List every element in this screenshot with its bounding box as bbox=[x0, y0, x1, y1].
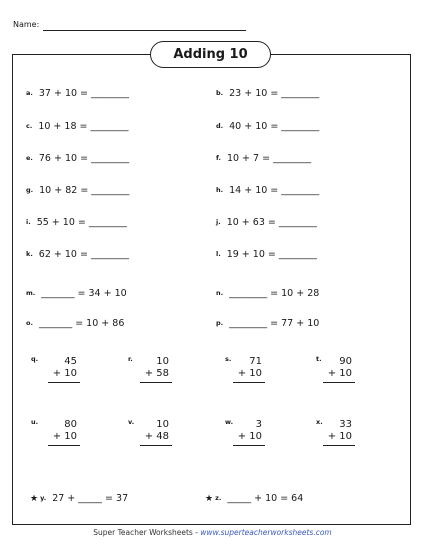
problem-label: y. bbox=[40, 494, 47, 502]
problem-label: g. bbox=[26, 186, 34, 194]
answer-line bbox=[48, 382, 80, 383]
problem-k[interactable] bbox=[26, 248, 129, 261]
problem-v[interactable] bbox=[128, 419, 169, 449]
worksheet-title: Adding 10 bbox=[150, 41, 271, 68]
addend-bottom: + 10 bbox=[237, 431, 262, 442]
problem-o[interactable] bbox=[26, 317, 124, 330]
addend-top: 10 bbox=[156, 419, 169, 430]
answer-line bbox=[323, 445, 355, 446]
problem-e[interactable] bbox=[26, 152, 129, 165]
problem-text: ________ = 77 + 10 bbox=[229, 318, 320, 329]
problem-text: 19 + 10 = ________ bbox=[226, 249, 317, 260]
problem-label: u. bbox=[31, 418, 39, 426]
problem-b[interactable] bbox=[216, 87, 319, 100]
addend-top: 71 bbox=[249, 356, 262, 367]
name-label: Name: bbox=[13, 20, 40, 29]
problem-h[interactable] bbox=[216, 184, 319, 197]
problem-label: t. bbox=[316, 355, 322, 363]
addend-bottom: + 10 bbox=[52, 368, 77, 379]
problem-label: d. bbox=[216, 122, 224, 130]
problem-a[interactable] bbox=[26, 87, 129, 100]
problem-label: w. bbox=[225, 418, 234, 426]
problem-label: c. bbox=[26, 122, 33, 130]
problem-text: _______ = 10 + 86 bbox=[38, 318, 125, 329]
problem-p[interactable] bbox=[216, 317, 319, 330]
problem-text: _____ + 10 = 64 bbox=[227, 493, 304, 504]
problem-z[interactable] bbox=[205, 492, 303, 505]
problem-text: 10 + 63 = ________ bbox=[226, 217, 317, 228]
problem-label: l. bbox=[216, 250, 221, 258]
footer bbox=[0, 528, 425, 537]
problem-m[interactable] bbox=[26, 287, 127, 300]
problem-text: 62 + 10 = ________ bbox=[38, 249, 129, 260]
answer-line bbox=[48, 445, 80, 446]
problem-y[interactable] bbox=[30, 492, 128, 505]
problem-i[interactable] bbox=[26, 216, 127, 229]
problem-r[interactable] bbox=[128, 356, 169, 386]
addend-top: 33 bbox=[339, 419, 352, 430]
problem-label: x. bbox=[316, 418, 323, 426]
problem-t[interactable] bbox=[316, 356, 352, 386]
problem-label: p. bbox=[216, 319, 224, 327]
addend-bottom: + 48 bbox=[144, 431, 169, 442]
problem-label: b. bbox=[216, 89, 224, 97]
problem-label: r. bbox=[128, 355, 133, 363]
problem-w[interactable] bbox=[225, 419, 262, 449]
problem-text: _______ = 34 + 10 bbox=[41, 288, 127, 299]
problem-text: 40 + 10 = ________ bbox=[229, 121, 320, 132]
star-icon: ★ bbox=[30, 494, 39, 504]
problem-text: 76 + 10 = ________ bbox=[38, 153, 130, 164]
addend-top: 80 bbox=[64, 419, 77, 430]
problem-label: a. bbox=[26, 89, 33, 97]
addend-top: 3 bbox=[255, 419, 262, 430]
footer-brand: Super Teacher Worksheets - bbox=[93, 528, 201, 537]
problem-label: s. bbox=[225, 355, 232, 363]
problem-l[interactable] bbox=[216, 248, 317, 261]
problem-label: k. bbox=[26, 250, 33, 258]
problem-label: n. bbox=[216, 289, 224, 297]
problem-label: v. bbox=[128, 418, 135, 426]
problem-text: 14 + 10 = ________ bbox=[229, 185, 320, 196]
problem-q[interactable] bbox=[31, 356, 77, 386]
problem-g[interactable] bbox=[26, 184, 129, 197]
problem-label: m. bbox=[26, 289, 36, 297]
problem-label: z. bbox=[215, 494, 222, 502]
answer-line bbox=[140, 445, 172, 446]
problem-text: 10 + 82 = ________ bbox=[39, 185, 130, 196]
addend-bottom: + 10 bbox=[327, 368, 352, 379]
problem-label: q. bbox=[31, 355, 39, 363]
problem-text: 27 + _____ = 37 bbox=[52, 493, 129, 504]
addend-top: 10 bbox=[156, 356, 169, 367]
answer-line bbox=[323, 382, 355, 383]
problem-j[interactable] bbox=[216, 216, 317, 229]
answer-line bbox=[140, 382, 172, 383]
name-line[interactable] bbox=[43, 30, 246, 31]
addend-bottom: + 10 bbox=[237, 368, 262, 379]
problem-s[interactable] bbox=[225, 356, 262, 386]
addend-top: 45 bbox=[64, 356, 77, 367]
problem-n[interactable] bbox=[216, 287, 319, 300]
answer-line bbox=[233, 382, 265, 383]
problem-label: f. bbox=[216, 154, 221, 162]
problem-d[interactable] bbox=[216, 120, 319, 133]
problem-text: 23 + 10 = ________ bbox=[229, 88, 320, 99]
footer-url-link[interactable]: www.superteacherworksheets.com bbox=[200, 528, 332, 537]
problem-x[interactable] bbox=[316, 419, 352, 449]
problem-label: h. bbox=[216, 186, 224, 194]
problem-c[interactable] bbox=[26, 120, 129, 133]
addend-top: 90 bbox=[339, 356, 352, 367]
problem-text: ________ = 10 + 28 bbox=[229, 288, 320, 299]
addend-bottom: + 10 bbox=[327, 431, 352, 442]
problem-text: 10 + 18 = ________ bbox=[38, 121, 129, 132]
problem-text: 10 + 7 = ________ bbox=[226, 153, 312, 164]
problem-text: 37 + 10 = ________ bbox=[38, 88, 130, 99]
answer-line bbox=[233, 445, 265, 446]
problem-u[interactable] bbox=[31, 419, 77, 449]
problem-text: 55 + 10 = ________ bbox=[36, 217, 127, 228]
addend-bottom: + 58 bbox=[144, 368, 169, 379]
problem-f[interactable] bbox=[216, 152, 311, 165]
problem-label: j. bbox=[216, 218, 221, 226]
star-icon: ★ bbox=[205, 494, 214, 504]
problem-label: i. bbox=[26, 218, 31, 226]
problem-label: o. bbox=[26, 319, 33, 327]
problem-label: e. bbox=[26, 154, 33, 162]
addend-bottom: + 10 bbox=[52, 431, 77, 442]
